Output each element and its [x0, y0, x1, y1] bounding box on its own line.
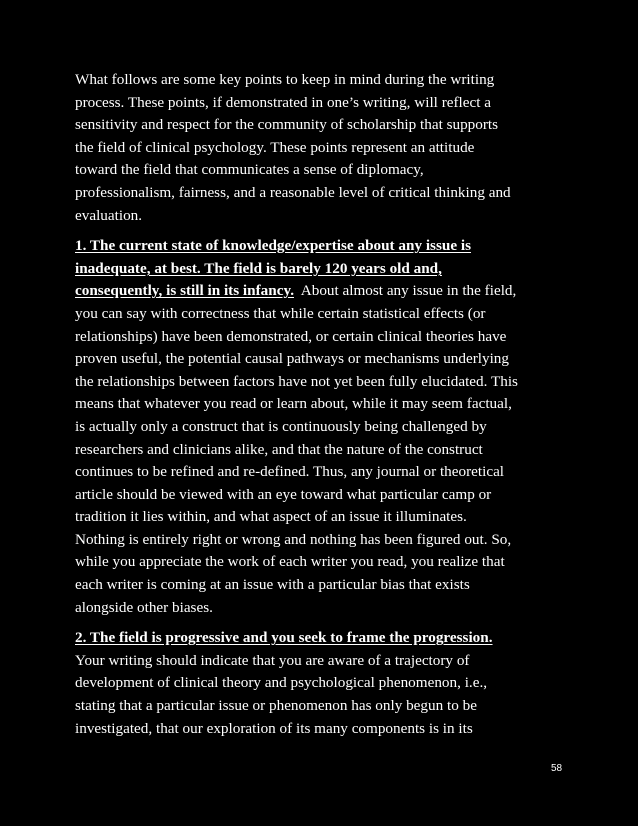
text-line: Your writing should indicate that you are aware of a trajectory of	[75, 651, 470, 669]
point-2-heading: 2. The field is progressive and you seek to frame the progression.	[75, 629, 493, 647]
text-line: investigated, that our exploration of its many components is in its	[75, 719, 473, 737]
text-line: continues to be refined and re-defined. Thus, any journal or theoretical	[75, 463, 505, 481]
text-line: tradition it lies within, and what aspect of an issue it illuminates.	[75, 508, 467, 526]
point-1-heading-line: 1. The current state of knowledge/expertise about any issue is	[75, 237, 471, 255]
text-line: relationships) have been demonstrated, or certain clinical theories have	[75, 327, 507, 345]
text-line	[75, 280, 575, 303]
text-line: process. These points, if demonstrated in one’s writing, will reflect a	[75, 93, 492, 111]
text-line: proven useful, the potential causal pathways or mechanisms underlying	[75, 350, 509, 368]
point-1-heading-line: inadequate, at best. The field is barely 120 years old and,	[75, 259, 442, 277]
text-line: the field of clinical psychology. These points represent an attitude	[75, 138, 475, 156]
intro-paragraph	[75, 69, 575, 227]
text-line: stating that a particular issue or phenomenon has only begun to be	[75, 697, 477, 715]
text-line: means that whatever you read or learn about, while it may seem factual,	[75, 395, 512, 413]
text-line: you can say with correctness that while certain statistical effects (or	[75, 304, 486, 322]
text-line: researchers and clinicians alike, and that the nature of the construct	[75, 440, 483, 458]
point-1-paragraph	[75, 235, 575, 619]
point-1-heading-line: consequently, is still in its infancy.	[75, 282, 294, 300]
point-2-paragraph	[75, 627, 575, 740]
body-text	[75, 69, 575, 748]
page-number: 58	[551, 763, 563, 774]
text-line: evaluation.	[75, 206, 143, 224]
text-line: article should be viewed with an eye toward what particular camp or	[75, 485, 492, 503]
text-line: toward the field that communicates a sense of diplomacy,	[75, 161, 424, 179]
text-line: is actually only a construct that is continuously being challenged by	[75, 417, 487, 435]
text-line: while you appreciate the work of each writer you read, you realize that	[75, 553, 505, 571]
text-line: Nothing is entirely right or wrong and nothing has been figured out. So,	[75, 530, 512, 548]
text-line: sensitivity and respect for the community of scholarship that supports	[75, 116, 499, 134]
text-line: each writer is coming at an issue with a particular bias that exists	[75, 576, 470, 594]
text-line: development of clinical theory and psychological phenomenon, i.e.,	[75, 674, 488, 692]
text-line: the relationships between factors have not yet been fully elucidated. This	[75, 372, 518, 390]
point-1-first-line-rest: About almost any issue in the field,	[294, 282, 517, 300]
text-line: alongside other biases.	[75, 598, 213, 616]
text-line: professionalism, fairness, and a reasonable level of critical thinking and	[75, 183, 511, 201]
text-line: What follows are some key points to keep in mind during the writing	[75, 71, 495, 88]
